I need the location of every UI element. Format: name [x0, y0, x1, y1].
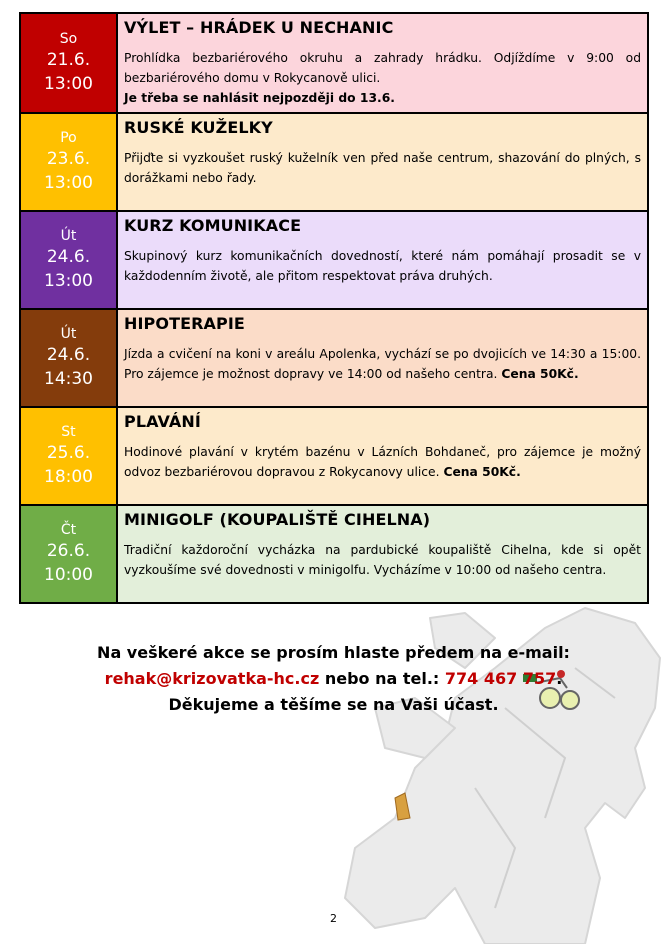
- event-date: 23.6.: [46, 149, 91, 169]
- event-date-cell: [20, 309, 117, 407]
- footer-line-2: [0, 666, 667, 692]
- event-day: Čt: [60, 522, 77, 538]
- event-info-cell: [117, 407, 648, 505]
- event-title: VÝLET – HRÁDEK U NECHANIC: [124, 18, 394, 37]
- event-title: RUSKÉ KUŽELKY: [124, 118, 273, 137]
- event-row: [20, 113, 648, 211]
- event-description-text: Skupinový kurz komunikačních dovedností, které nám pomáhají prosadit se v každodenním životě, ale přitom respektovat práva druhých.: [124, 249, 641, 283]
- event-description-text: Tradiční každoroční vycházka na pardubické koupaliště Cihelna, kde si opět vyzkoušíme své dovednosti v minigolfu. Vycházíme v 10:00 od našeho centra.: [124, 543, 641, 577]
- event-date: 25.6.: [46, 443, 91, 463]
- event-description: [124, 442, 641, 482]
- event-time: 13:00: [44, 173, 93, 193]
- event-title: PLAVÁNÍ: [124, 412, 201, 431]
- event-date: 24.6.: [46, 247, 91, 267]
- event-day: St: [61, 424, 76, 440]
- event-description-text: Přijďte si vyzkoušet ruský kuželník ven před naše centrum, shazování do plných, s dorážkami nebo řady.: [124, 151, 641, 185]
- event-info-cell: [117, 211, 648, 309]
- event-date-cell: [20, 407, 117, 505]
- phone-number[interactable]: 774 467 757: [444, 669, 557, 688]
- event-info-cell: [117, 309, 648, 407]
- event-title: MINIGOLF (KOUPALIŠTĚ CIHELNA): [124, 510, 431, 529]
- page-number: 2: [330, 912, 337, 925]
- event-title: HIPOTERAPIE: [124, 314, 245, 333]
- event-date-cell: [20, 211, 117, 309]
- event-description-text: Hodinové plavání v krytém bazénu v Lázních Bohdaneč, pro zájemce je možný odvoz bezbariérovou dopravou z Rokycanovy ulice.: [124, 445, 641, 479]
- event-date-cell: [20, 13, 117, 113]
- footer-line-3: Děkujeme a těšíme se na Vaši účast.: [168, 695, 499, 714]
- event-price: Cena 50Kč.: [501, 367, 579, 381]
- event-row: [20, 211, 648, 309]
- contact-footer: [0, 640, 667, 718]
- footer-line-1: Na veškeré akce se prosím hlaste předem na e-mail:: [97, 643, 570, 662]
- footer-mid-text: nebo na tel.:: [319, 669, 445, 688]
- event-info-cell: [117, 505, 648, 603]
- events-table: [19, 12, 649, 604]
- event-info-cell: [117, 113, 648, 211]
- event-price: Cena 50Kč.: [443, 465, 521, 479]
- email-link[interactable]: rehak@krizovatka-hc.cz: [104, 669, 320, 688]
- event-time: 13:00: [44, 74, 93, 94]
- event-day: Po: [60, 130, 77, 146]
- event-description: [124, 344, 641, 384]
- event-title: KURZ KOMUNIKACE: [124, 216, 302, 235]
- event-description-text: Prohlídka bezbariérového okruhu a zahrady hrádku. Odjíždíme v 9:00 od bezbariérového domu v Rokycanově ulici.: [124, 51, 641, 85]
- event-description: [124, 246, 641, 286]
- event-date: 24.6.: [46, 345, 91, 365]
- event-date-cell: [20, 113, 117, 211]
- event-row: [20, 505, 648, 603]
- event-description: [124, 48, 641, 108]
- event-description: [124, 148, 641, 188]
- event-time: 14:30: [44, 369, 93, 389]
- event-date: 26.6.: [46, 541, 91, 561]
- footer-end-text: .: [556, 669, 563, 688]
- event-time: 13:00: [44, 271, 93, 291]
- event-description-text: Jízda a cvičení na koni v areálu Apolenka, vychází se po dvojicích ve 14:30 a 15:00. Pro zájemce je možnost dopravy ve 14:00 od našeho centra.: [124, 347, 641, 381]
- event-time: 18:00: [44, 467, 93, 487]
- event-day: Út: [60, 228, 77, 244]
- event-day: So: [59, 31, 78, 47]
- event-note: Je třeba se nahlásit nejpozději do 13.6.: [124, 91, 395, 105]
- event-date-cell: [20, 505, 117, 603]
- event-time: 10:00: [44, 565, 93, 585]
- event-date: 21.6.: [46, 50, 91, 70]
- event-row: [20, 407, 648, 505]
- event-row: [20, 13, 648, 113]
- event-row: [20, 309, 648, 407]
- event-info-cell: [117, 13, 648, 113]
- event-description: [124, 540, 641, 580]
- event-day: Út: [60, 326, 77, 342]
